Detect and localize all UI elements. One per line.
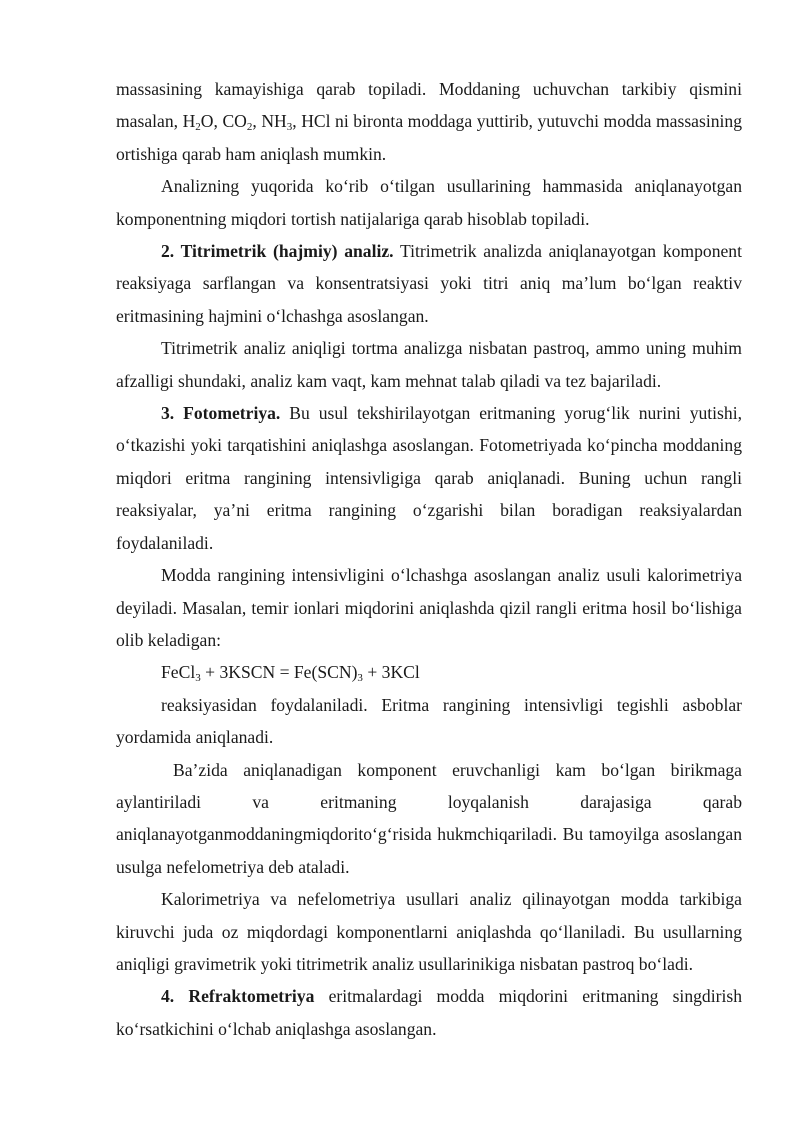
paragraph [116,170,742,235]
subscript: 2 [195,121,201,134]
text-run: Titrimetrik analiz aniqligi tortma analizga nisbatan pastroq, ammo uning muhim afzalligi shundaki, analiz kam vaqt, kam mehnat talab qiladi va tez bajariladi. [116,338,742,391]
text-run: eritmalardagi modda miqdorini eritmaning singdirish ko‘rsatkichini o‘lchab aniqlashga asoslangan. [116,986,742,1039]
subscript: 2 [246,121,253,134]
paragraph [116,235,742,332]
paragraph [116,689,742,754]
text-run: + 3KSCN = Fe(SCN) [200,662,358,683]
section-heading: 3. Fotometriya. [161,403,281,424]
text-run: Modda rangining intensivligini o‘lchashga asoslangan analiz usuli kalorimetriya deyiladi. Masalan, temir ionlari miqdorini aniqlashda qizil rangli eritma hosil bo‘lishiga olib keladigan: [116,565,742,650]
text-run: reaksiyasidan foydalaniladi. Eritma rangining intensivligi tegishli asboblar yordamida aniqlanadi. [116,694,742,748]
section-heading: 2. Titrimetrik (hajmiy) analiz. [161,241,394,262]
paragraph [116,980,742,1045]
text-run: O, CO [200,111,247,132]
text-run: FeCl [161,662,196,683]
text-run: Bu usul tekshirilayotgan eritmaning yorug‘lik nurini yutishi, o‘tkazishi yoki tarqatishini aniqlashga asoslangan. Fotometriyada ko‘pincha moddaning miqdori eritma rangining intensivligiga qarab aniqlanadi. Buning uchun rangli reaksiyalar, ya’ni eritma rangining o‘zgarishi bilan boradigan reaksiyalardan foydalaniladi. [116,403,742,553]
subscript: 3 [357,672,363,685]
text-run: Analizning yuqorida ko‘rib o‘tilgan usullarining hammasida aniqlanayotgan komponentning miqdori tortish natijalariga qarab hisoblab topiladi. [116,176,742,229]
body-text [116,73,742,1045]
paragraph [116,73,742,170]
section-heading: 4. Refraktometriya [161,986,315,1007]
text-run: massasining kamayishiga qarab topiladi. Moddaning uchuvchan tarkibiy qismini masalan, H [116,79,742,132]
text-run: , NH [252,111,287,132]
text-run: Ba’zida aniqlanadigan komponent eruvchanligi kam bo‘lgan birikmaga aylantiriladi va eritmaning loyqalanish darajasiga qarab aniqlanayotganmoddaningmiqdorito‘g‘risida hukmchiqariladi. Bu tamoyilga asoslangan usulga nefelometriya deb ataladi. [116,759,742,877]
text-run: + 3KCl [362,662,420,683]
paragraph [116,397,742,559]
paragraph [116,332,742,397]
paragraph [116,559,742,656]
paragraph [116,754,742,884]
paragraph [116,883,742,980]
subscript: 3 [286,121,293,134]
equation-line [116,656,742,688]
text-run: Kalorimetriya va nefelometriya usullari analiz qilinayotgan modda tarkibiga kiruvchi juda oz miqdordagi komponentlarni aniqlashda qo‘llaniladi. Bu usullarning aniqligi gravimetrik yoki titrimetrik analiz usullarinikiga nisbatan pastroq bo‘ladi. [116,889,742,974]
subscript: 3 [195,672,201,685]
text-run: , HCl ni bironta moddaga yuttirib, yutuvchi modda massasining ortishiga qarab ham aniqlash mumkin. [116,111,742,164]
text-run: Titrimetrik analizda aniqlanayotgan komponent reaksiyaga sarflangan va konsentratsiyasi yoki titri aniq ma’lum bo‘lgan reaktiv eritmasining hajmini o‘lchashga asoslangan. [116,241,742,326]
